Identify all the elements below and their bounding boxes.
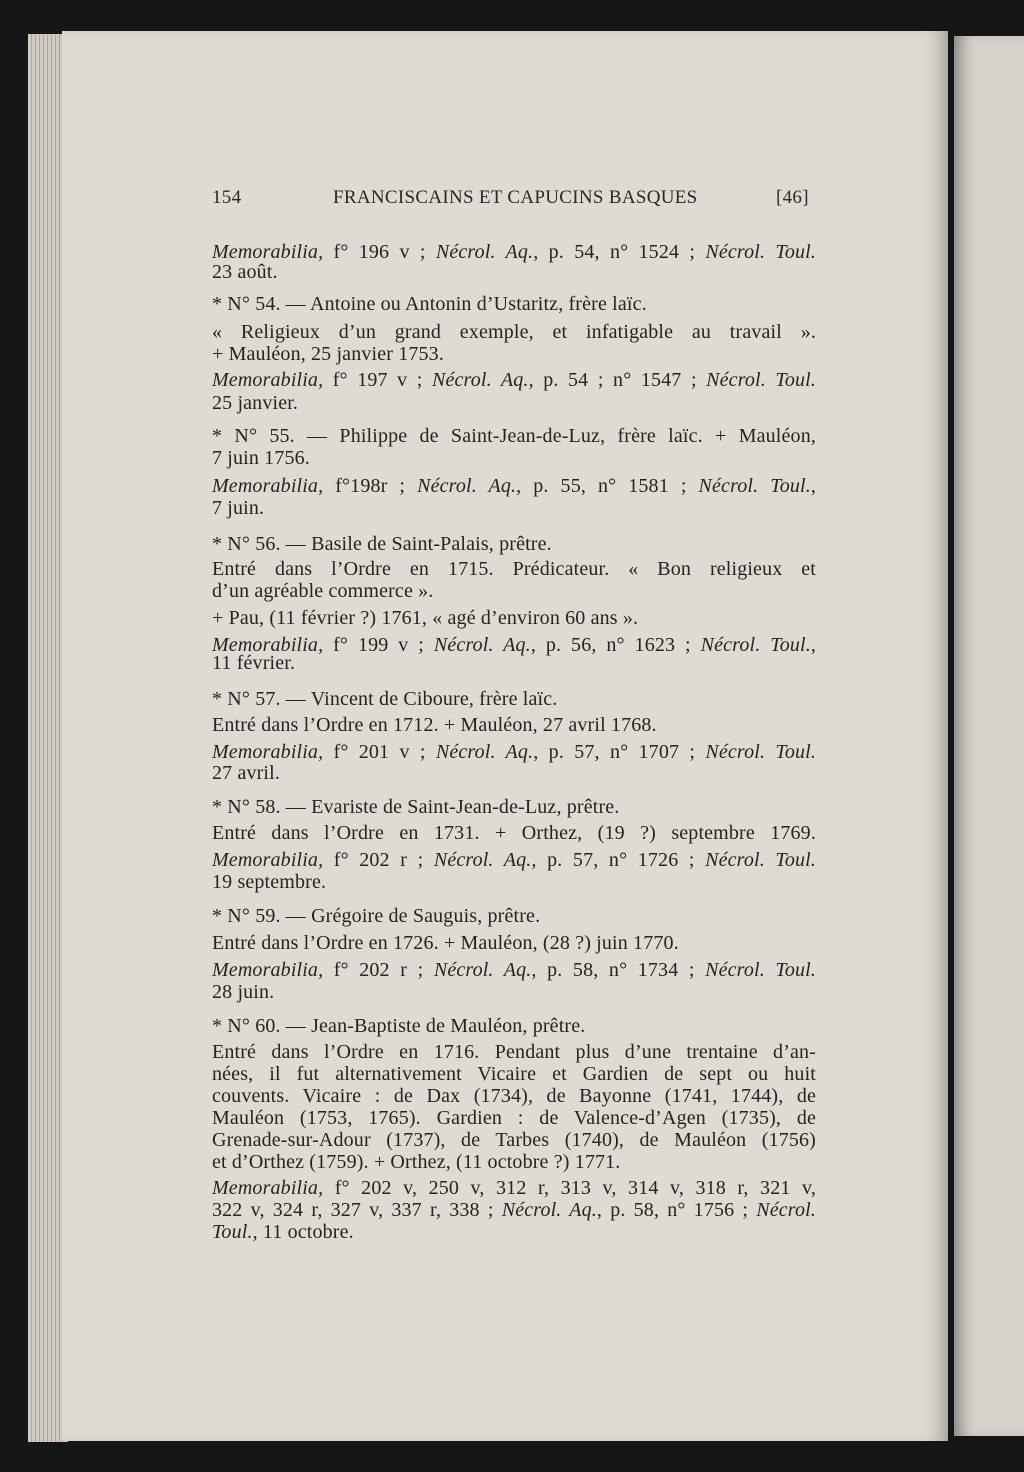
italic-reference: Nécrol. Toul. [705, 849, 816, 871]
text-line [212, 606, 816, 630]
text-line [212, 446, 816, 470]
italic-reference: Nécrol. Aq. [435, 741, 534, 763]
text-segment: f°198r ; [323, 475, 418, 497]
text-line [212, 474, 816, 498]
text-segment: , p. 55, n° 1581 ; [516, 475, 699, 497]
text-line [212, 904, 816, 928]
text-segment: 7 juin 1756. [212, 447, 310, 469]
text-segment: , p. 56, n° 1623 ; [530, 634, 701, 656]
text-segment: Entré dans l’Ordre en 1715. Prédicateur. « Bon religieux et [212, 558, 816, 580]
text-line [212, 980, 816, 1004]
text-line [212, 848, 816, 872]
italic-reference: Memorabilia, [212, 475, 324, 497]
text-segment: , p. 57, n° 1726 ; [531, 849, 706, 871]
text-segment: d’un agréable commerce ». [212, 580, 434, 602]
italic-reference: Memorabilia, [212, 634, 324, 656]
text-segment: , p. 54, n° 1524 ; [533, 241, 706, 263]
section-number: [46] [776, 187, 809, 208]
text-segment: « Religieux d’un grand exemple, et infatigable au travail ». [212, 321, 816, 343]
text-segment: 19 septembre. [212, 871, 327, 893]
italic-reference: Nécrol. Toul. [706, 369, 816, 391]
text-line [212, 260, 816, 284]
italic-reference: Memorabilia, [212, 959, 324, 981]
text-line [212, 557, 816, 581]
text-segment: f° 199 v ; [323, 634, 434, 656]
text-line [212, 320, 816, 344]
text-segment: f° 196 v ; [323, 241, 436, 263]
text-segment: * N° 56. — Basile de Saint-Palais, prêtre. [212, 533, 552, 555]
text-line [212, 1014, 816, 1038]
text-segment: 28 juin. [212, 981, 275, 1003]
text-segment: 322 v, 324 r, 327 v, 337 r, 338 ; [212, 1199, 502, 1221]
text-line [212, 761, 816, 785]
italic-reference: Nécrol. [756, 1199, 817, 1221]
italic-reference: Memorabilia, [212, 849, 324, 871]
text-segment: * N° 57. — Vincent de Ciboure, frère laïc. [212, 688, 558, 710]
text-segment: f° 202 v, 250 v, 312 r, 313 v, 314 v, 318 r, 321 v, [323, 1177, 816, 1199]
text-segment: f° 201 v ; [323, 741, 436, 763]
text-line [212, 713, 816, 737]
italic-reference: Nécrol. Aq. [433, 849, 532, 871]
text-segment: f° 202 r ; [323, 959, 434, 981]
text-line [212, 1150, 816, 1174]
text-line [212, 795, 816, 819]
italic-reference: Memorabilia, [212, 741, 324, 763]
italic-reference: Nécrol. Aq. [435, 241, 534, 263]
italic-reference: Nécrol. Toul. [700, 634, 811, 656]
text-line [212, 424, 816, 448]
text-segment: couvents. Vicaire : de Dax (1734), de Bayonne (1741, 1744), de [212, 1085, 816, 1107]
text-segment: * N° 58. — Evariste de Saint-Jean-de-Luz, prêtre. [212, 796, 620, 818]
text-line [212, 1106, 816, 1130]
text-segment: , [810, 475, 817, 497]
text-segment: Entré dans l’Ordre en 1716. Pendant plus d’une trentaine d’an- [212, 1041, 816, 1063]
text-line [212, 1128, 816, 1152]
text-segment: 7 juin. [212, 497, 265, 519]
text-segment: f° 202 r ; [323, 849, 434, 871]
italic-reference: Memorabilia, [212, 1177, 324, 1199]
text-segment: Entré dans l’Ordre en 1726. + Mauléon, (28 ?) juin 1770. [212, 932, 679, 954]
italic-reference: Nécrol. Aq. [433, 959, 532, 981]
text-line [212, 579, 816, 603]
text-segment: , p. 54 ; n° 1547 ; [528, 369, 707, 391]
text-segment: * N° 59. — Grégoire de Sauguis, prêtre. [212, 905, 541, 927]
facing-page-edge [954, 36, 1024, 1436]
text-segment: Mauléon (1753, 1765). Gardien : de Valence-d’Agen (1735), de [212, 1107, 816, 1129]
text-segment: nées, il fut alternativement Vicaire et Gardien de sept ou huit [212, 1063, 816, 1085]
text-segment: * N° 55. — Philippe de Saint-Jean-de-Luz, frère laïc. + Mauléon, [212, 425, 816, 447]
page-number: 154 [212, 187, 242, 208]
text-line [212, 1040, 816, 1064]
text-line [212, 532, 816, 556]
text-line [212, 1198, 816, 1222]
text-segment: + Mauléon, 25 janvier 1753. [212, 343, 444, 365]
text-line [212, 292, 816, 316]
text-segment: + Pau, (11 février ?) 1761, « agé d’environ 60 ans ». [212, 607, 639, 629]
text-line [212, 651, 816, 675]
text-segment: , 11 octobre. [252, 1221, 354, 1243]
text-segment: 23 août. [212, 261, 278, 283]
text-line [212, 1062, 816, 1086]
text-segment: et d’Orthez (1759). + Orthez, (11 octobre ?) 1771. [212, 1151, 621, 1173]
text-line [212, 368, 816, 392]
italic-reference: Toul. [212, 1221, 253, 1243]
italic-reference: Nécrol. Toul. [705, 241, 817, 263]
text-line [212, 687, 816, 711]
text-line [212, 931, 816, 955]
italic-reference: Nécrol. Aq. [433, 634, 531, 656]
text-segment: * N° 60. — Jean-Baptiste de Mauléon, prêtre. [212, 1015, 586, 1037]
text-segment: Entré dans l’Ordre en 1712. + Mauléon, 27 avril 1768. [212, 714, 657, 736]
text-line [212, 870, 816, 894]
text-line [212, 391, 816, 415]
italic-reference: Memorabilia, [212, 369, 324, 391]
text-segment: * N° 54. — Antoine ou Antonin d’Ustaritz, frère laïc. [212, 293, 647, 315]
text-line [212, 821, 816, 845]
running-title: FRANCISCAINS ET CAPUCINS BASQUES [333, 187, 698, 208]
text-segment: 25 janvier. [212, 392, 299, 414]
text-line [212, 496, 816, 520]
text-segment: , p. 57, n° 1707 ; [533, 741, 706, 763]
italic-reference: Nécrol. Toul. [705, 741, 817, 763]
text-segment: , p. 58, n° 1756 ; [596, 1199, 757, 1221]
italic-reference: Nécrol. Aq. [501, 1199, 597, 1221]
text-segment: f° 197 v ; [323, 369, 433, 391]
text-line [212, 342, 816, 366]
text-segment: Grenade-sur-Adour (1737), de Tarbes (1740), de Mauléon (1756) [212, 1129, 816, 1151]
italic-reference: Nécrol. Aq. [432, 369, 529, 391]
text-segment: , p. 58, n° 1734 ; [531, 959, 706, 981]
text-segment: 27 avril. [212, 762, 281, 784]
text-segment: 11 février. [212, 652, 296, 674]
text-line [212, 1176, 816, 1200]
italic-reference: Nécrol. Toul. [705, 959, 816, 981]
text-segment: Entré dans l’Ordre en 1731. + Orthez, (19 ?) septembre 1769. [212, 822, 816, 844]
italic-reference: Memorabilia, [212, 241, 324, 263]
text-segment: , [810, 634, 817, 656]
italic-reference: Nécrol. Toul. [698, 475, 811, 497]
text-line [212, 958, 816, 982]
text-line [212, 1084, 816, 1108]
text-line [212, 1220, 816, 1244]
italic-reference: Nécrol. Aq. [417, 475, 517, 497]
